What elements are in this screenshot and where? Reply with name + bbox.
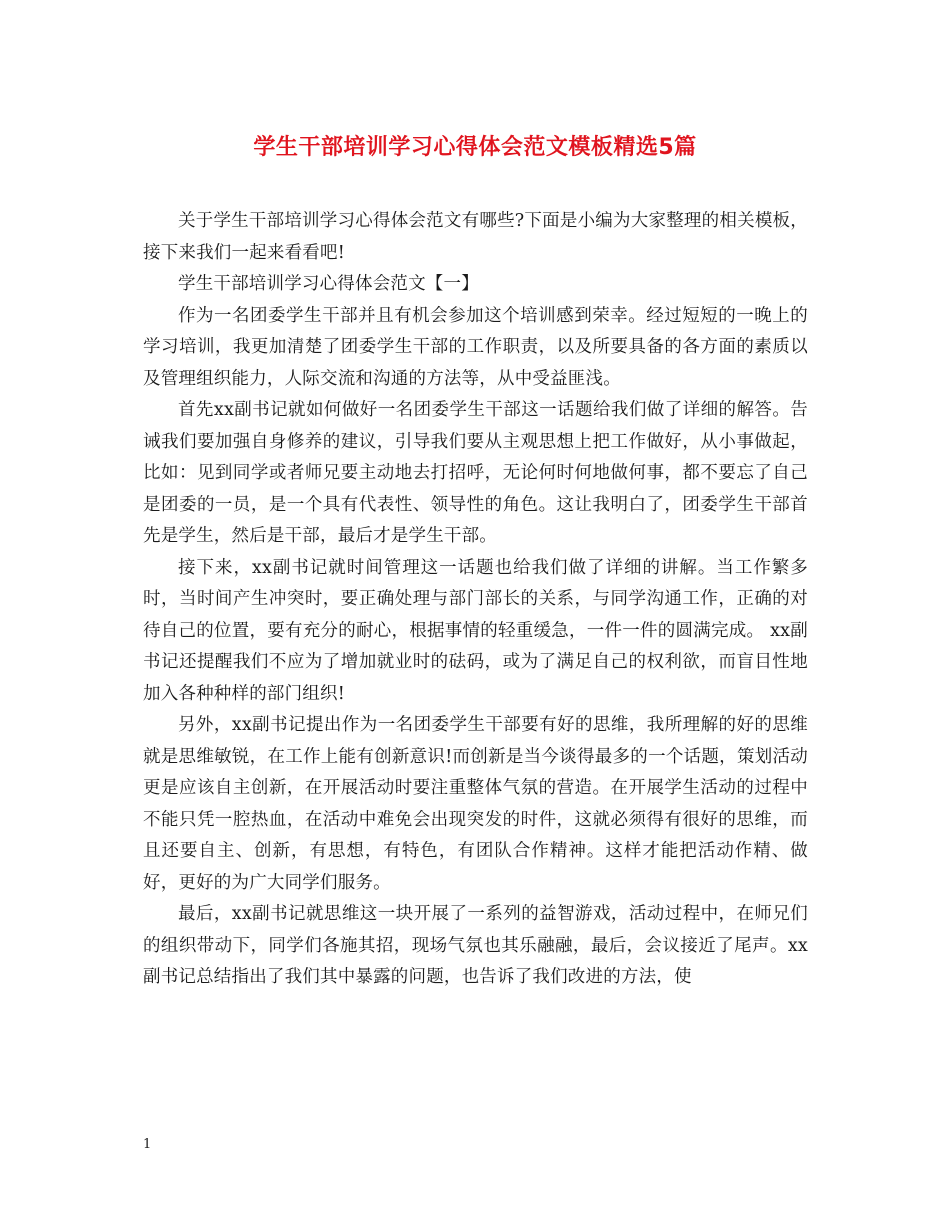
section-heading: 学生干部培训学习心得体会范文【一】 — [178, 274, 479, 294]
body-paragraph: 另外，xx副书记提出作为一名团委学生干部要有好的思维，我所理解的好的思维就是思维敏锐，在工作上能有创新意识!而创新是当今谈得最多的一个话题，策划活动更是应该自主创新，在开展活动时要注重整体气氛的营造。在开展学生活动的过程中不能只凭一腔热血，在活动中难免会出现突发的时件，这就必须得有很好的思维，而且还要自主、创新，有思想，有特色，有团队合作精神。这样才能把活动作精、做好，更好的为广大同学们服务。 — [143, 715, 808, 893]
page-number: 1 — [143, 1137, 152, 1152]
intro-paragraph: 关于学生干部培训学习心得体会范文有哪些?下面是小编为大家整理的相关模板，接下来我们一起来看看吧! — [143, 211, 808, 263]
body-paragraph: 最后，xx副书记就思维这一块开展了一系列的益智游戏，活动过程中，在师兄们的组织带动下，同学们各施其招，现场气氛也其乐融融，最后，会议接近了尾声。xx副书记总结指出了我们其中暴露的问题，也告诉了我们改进的方法，使 — [143, 904, 808, 987]
body-paragraph: 作为一名团委学生干部并且有机会参加这个培训感到荣幸。经过短短的一晚上的学习培训，我更加清楚了团委学生干部的工作职责，以及所要具备的各方面的素质以及管理组织能力，人际交流和沟通的方法等，从中受益匪浅。 — [143, 305, 808, 389]
body-paragraph: 首先xx副书记就如何做好一名团委学生干部这一话题给我们做了详细的解答。告诫我们要加强自身修养的建议，引导我们要从主观思想上把工作做好，从小事做起，比如：见到同学或者师兄要主动地去打招呼，无论何时何地做何事，都不要忘了自己是团委的一员，是一个具有代表性、领导性的角色。这让我明白了，团委学生干部首先是学生，然后是干部，最后才是学生干部。 — [143, 400, 808, 546]
document-body — [143, 206, 808, 994]
page-title: 学生干部培训学习心得体会范文模板精选5篇 — [253, 135, 697, 160]
body-paragraph: 接下来，xx副书记就时间管理这一话题也给我们做了详细的讲解。当工作繁多时，当时间产生冲突时，要正确处理与部门部长的关系，与同学沟通工作，正确的对待自己的位置，要有充分的耐心，根据事情的轻重缓急，一件一件的圆满完成。 xx副书记还提醒我们不应为了增加就业时的砝码，或为了满足自己的权利欲，而盲目性地加入各种种样的部门组织! — [143, 557, 808, 704]
